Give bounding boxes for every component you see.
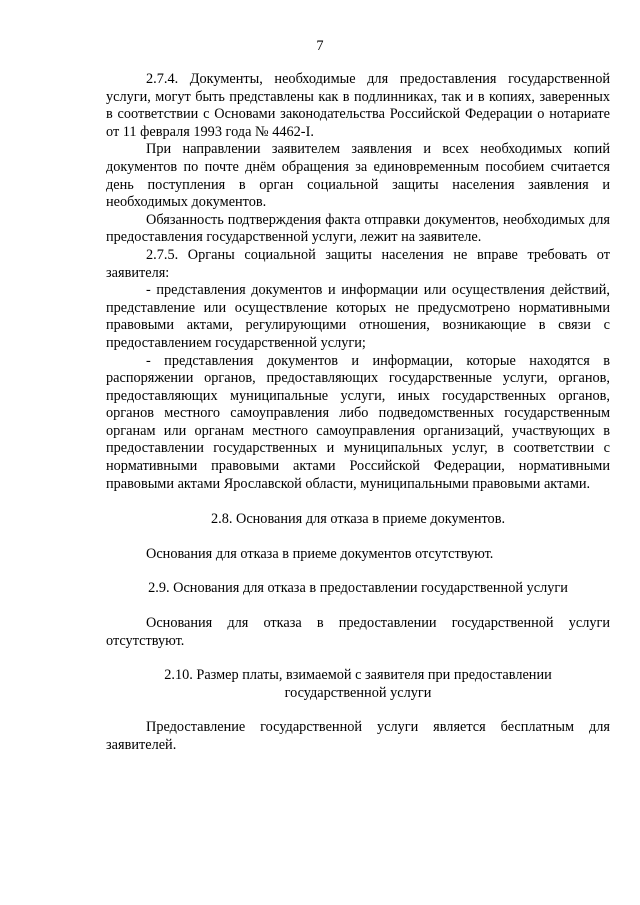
- section-text-2-9: Основания для отказа в предоставлении государственной услуги отсутствуют.: [106, 615, 610, 649]
- paragraph-2-7-5: 2.7.5. Органы социальной защиты населения не вправе требовать от заявителя:: [106, 246, 610, 281]
- list-item-documents-held-by-authorities: - представления документов и информации, которые находятся в распоряжении органов, предоставляющих государственные услуги, органов, предоставляющих муниципальные услуги, иных государственных органов, органов местного самоуправления либо подведомственных государственным органам или органам местного самоуправления организаций, участвующих в предоставлении государственных и муниципальных услуг, в соответствии с нормативными правовыми актами Российской Федерации, нормативными правовыми актами Ярославской области, муниципальными правовыми актами.: [106, 352, 610, 492]
- paragraph-mail-submission: При направлении заявителем заявления и всех необходимых копий документов по почте днём обращения за единовременным пособием считается день поступления в орган социальной защиты населения заявления и необходимых документов.: [106, 141, 610, 211]
- section-heading-2-9: 2.9. Основания для отказа в предоставлении государственной услуги: [148, 580, 568, 597]
- section-heading-2-8: 2.8. Основания для отказа в приеме документов.: [210, 511, 506, 528]
- page-number: 7: [316, 38, 324, 54]
- section-heading-2-10: [106, 667, 610, 702]
- list-item-documents-not-required: - представления документов и информации или осуществления действий, представление или осуществление которых не предусмотрено нормативными правовыми актами, регулирующими отношения, возникающие в связи с предоставлением государственной услуги;: [106, 282, 610, 351]
- section-heading-2-10-line1: 2.10. Размер платы, взимаемой с заявителя при предоставлении: [164, 667, 552, 684]
- section-text-2-8: Основания для отказа в приеме документов отсутствуют.: [146, 545, 494, 562]
- section-heading-2-10-line2: государственной услуги: [284, 684, 432, 701]
- document-body: [106, 71, 610, 755]
- paragraph-proof-obligation: Обязанность подтверждения факта отправки документов, необходимых для предоставления государственной услуги, лежит на заявителе.: [106, 211, 610, 246]
- section-text-2-10: Предоставление государственной услуги является бесплатным для заявителей.: [106, 719, 610, 753]
- paragraph-2-7-4: 2.7.4. Документы, необходимые для предоставления государственной услуги, могут быть представлены как в подлинниках, так и в копиях, заверенных в соответствии с Основами законодательства Российской Федерации о нотариате от 11 февраля 1993 года № 4462-I.: [106, 71, 610, 140]
